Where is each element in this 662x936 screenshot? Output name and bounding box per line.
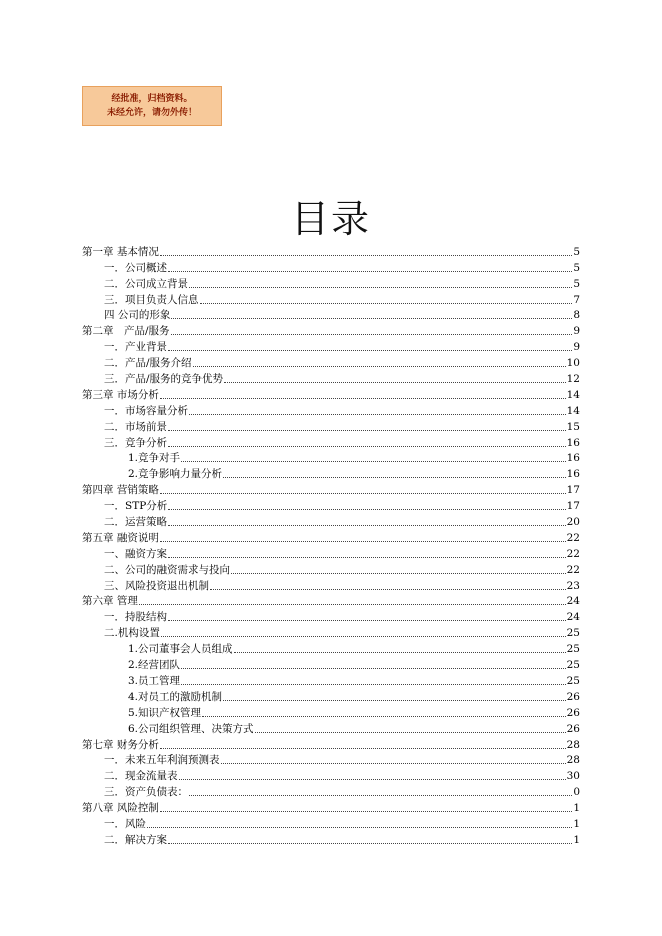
toc-entry-label: 一．市场容量分析 xyxy=(104,404,188,417)
toc-entry-label: 二．现金流量表 xyxy=(104,770,178,783)
toc-entry-label: 2.经营团队 xyxy=(128,659,181,672)
toc-page-number: 9 xyxy=(573,341,580,354)
toc-leader-dots xyxy=(160,397,566,399)
toc-leader-dots xyxy=(181,683,566,685)
toc-entry[interactable] xyxy=(82,703,580,719)
toc-entry-label: 一．未来五年利润预测表 xyxy=(104,754,220,767)
toc-page-number: 10 xyxy=(566,357,580,370)
toc-entry[interactable] xyxy=(82,782,580,798)
toc-entry-label: 二.机构设置 xyxy=(104,627,160,640)
toc-page-number: 0 xyxy=(573,786,580,799)
toc-page-number: 25 xyxy=(566,643,580,656)
toc-entry-label: 二．产品/服务介绍 xyxy=(104,357,192,370)
toc-entry[interactable] xyxy=(82,290,580,306)
toc-page-number: 5 xyxy=(573,245,580,258)
toc-page-number: 16 xyxy=(566,468,580,481)
toc-entry[interactable] xyxy=(82,671,580,687)
toc-leader-dots xyxy=(168,524,566,526)
toc-entry-label: 1.公司董事会人员组成 xyxy=(128,643,233,656)
toc-entry[interactable] xyxy=(82,369,580,385)
toc-entry-label: 第八章 风险控制 xyxy=(82,802,159,815)
toc-page-number: 20 xyxy=(566,516,580,529)
toc-entry[interactable] xyxy=(82,560,580,576)
toc-entry[interactable] xyxy=(82,449,580,465)
toc-leader-dots xyxy=(181,667,566,669)
toc-entry[interactable] xyxy=(82,464,580,480)
toc-leader-dots xyxy=(168,429,566,431)
confidential-notice xyxy=(82,86,222,126)
toc-leader-dots xyxy=(189,413,566,415)
toc-entry-label: 2.竞争影响力量分析 xyxy=(128,468,223,481)
toc-page-number: 17 xyxy=(566,484,580,497)
toc-page-number: 15 xyxy=(566,420,580,433)
toc-entry-label: 三．产品/服务的竞争优势 xyxy=(104,373,224,386)
toc-leader-dots xyxy=(168,842,572,844)
toc-page-number: 5 xyxy=(573,261,580,274)
toc-chapter-entry[interactable] xyxy=(82,528,580,544)
toc-entry-label: 二．解决方案 xyxy=(104,833,167,846)
toc-page-number: 28 xyxy=(566,738,580,751)
toc-chapter-entry[interactable] xyxy=(82,735,580,751)
toc-leader-dots xyxy=(221,762,566,764)
toc-page-number: 7 xyxy=(573,293,580,306)
toc-page-number: 9 xyxy=(573,325,580,338)
toc-page-number: 22 xyxy=(566,563,580,576)
toc-entry[interactable] xyxy=(82,401,580,417)
toc-leader-dots xyxy=(210,588,566,590)
toc-page-number: 1 xyxy=(573,802,580,815)
toc-entry-label: 一．STP分析 xyxy=(104,500,168,513)
toc-entry[interactable] xyxy=(82,306,580,322)
toc-entry-label: 5.知识产权管理 xyxy=(128,706,202,719)
toc-chapter-entry[interactable] xyxy=(82,242,580,258)
toc-entry-label: 三．资产负债表： xyxy=(104,786,188,799)
toc-page-number: 24 xyxy=(566,611,580,624)
toc-entry[interactable] xyxy=(82,544,580,560)
toc-entry[interactable] xyxy=(82,417,580,433)
toc-page-number: 1 xyxy=(573,817,580,830)
toc-page-number: 22 xyxy=(566,531,580,544)
toc-entry-label: 二．市场前景 xyxy=(104,420,167,433)
table-of-contents xyxy=(82,242,580,846)
toc-chapter-entry[interactable] xyxy=(82,592,580,608)
toc-entry[interactable] xyxy=(82,719,580,735)
toc-leader-dots xyxy=(168,556,566,558)
toc-entry[interactable] xyxy=(82,496,580,512)
notice-line-1: 经批准，归档资料。 xyxy=(111,94,193,104)
toc-chapter-entry[interactable] xyxy=(82,480,580,496)
toc-entry-label: 三．项目负责人信息 xyxy=(104,293,199,306)
toc-chapter-entry[interactable] xyxy=(82,321,580,337)
toc-entry-label: 四 公司的形象 xyxy=(104,309,171,322)
toc-leader-dots xyxy=(160,254,572,256)
toc-leader-dots xyxy=(224,381,566,383)
toc-entry[interactable] xyxy=(82,655,580,671)
toc-leader-dots xyxy=(179,778,566,780)
toc-page-number: 22 xyxy=(566,547,580,560)
toc-leader-dots xyxy=(181,460,566,462)
toc-leader-dots xyxy=(139,603,566,605)
toc-entry[interactable] xyxy=(82,751,580,767)
toc-entry-label: 3.员工管理 xyxy=(128,674,181,687)
toc-entry[interactable] xyxy=(82,433,580,449)
toc-leader-dots xyxy=(193,365,566,367)
toc-leader-dots xyxy=(231,572,566,574)
toc-page-number: 26 xyxy=(566,690,580,703)
toc-page-number: 14 xyxy=(566,388,580,401)
toc-entry[interactable] xyxy=(82,337,580,353)
toc-entry-label: 第六章 管理 xyxy=(82,595,138,608)
toc-leader-dots xyxy=(160,540,566,542)
toc-leader-dots xyxy=(255,731,566,733)
toc-entry-label: 第七章 财务分析 xyxy=(82,738,159,751)
toc-entry-label: 4.对员工的激励机制 xyxy=(128,690,223,703)
toc-leader-dots xyxy=(200,302,573,304)
toc-entry-label: 第五章 融资说明 xyxy=(82,531,159,544)
toc-chapter-entry[interactable] xyxy=(82,385,580,401)
toc-leader-dots xyxy=(189,286,572,288)
toc-leader-dots xyxy=(147,826,572,828)
toc-entry-label: 一、融资方案 xyxy=(104,547,167,560)
toc-entry-label: 二．公司成立背景 xyxy=(104,277,188,290)
toc-entry[interactable] xyxy=(82,687,580,703)
toc-page-number: 25 xyxy=(566,674,580,687)
toc-page-number: 8 xyxy=(573,309,580,322)
page-title: 目录 xyxy=(290,197,371,241)
toc-leader-dots xyxy=(223,476,566,478)
toc-leader-dots xyxy=(171,317,572,319)
toc-entry-label: 第四章 营销策略 xyxy=(82,484,159,497)
toc-entry[interactable] xyxy=(82,639,580,655)
toc-page-number: 12 xyxy=(566,373,580,386)
toc-entry-label: 一．公司概述 xyxy=(104,261,167,274)
toc-page-number: 17 xyxy=(566,500,580,513)
toc-leader-dots xyxy=(160,747,566,749)
toc-entry-label: 二．运营策略 xyxy=(104,516,167,529)
toc-leader-dots xyxy=(171,333,573,335)
toc-page-number: 5 xyxy=(573,277,580,290)
toc-entry[interactable] xyxy=(82,274,580,290)
toc-page-number: 14 xyxy=(566,404,580,417)
toc-entry-label: 一．持股结构 xyxy=(104,611,167,624)
toc-leader-dots xyxy=(168,508,565,510)
toc-entry[interactable] xyxy=(82,512,580,528)
toc-entry-label: 第一章 基本情况 xyxy=(82,245,159,258)
toc-page-number: 26 xyxy=(566,706,580,719)
toc-leader-dots xyxy=(223,699,566,701)
toc-entry-label: 三．竞争分析 xyxy=(104,436,167,449)
toc-page-number: 23 xyxy=(566,579,580,592)
toc-leader-dots xyxy=(168,270,572,272)
toc-leader-dots xyxy=(161,635,566,637)
toc-leader-dots xyxy=(234,651,566,653)
toc-entry-label: 二、公司的融资需求与投向 xyxy=(104,563,230,576)
toc-entry-label: 1.竞争对手 xyxy=(128,452,181,465)
toc-page-number: 25 xyxy=(566,659,580,672)
toc-page-number: 28 xyxy=(566,754,580,767)
toc-leader-dots xyxy=(189,794,572,796)
toc-entry-label: 第三章 市场分析 xyxy=(82,388,159,401)
toc-leader-dots xyxy=(168,349,572,351)
toc-entry-label: 一．产业背景 xyxy=(104,341,167,354)
toc-entry[interactable] xyxy=(82,607,580,623)
toc-page-number: 25 xyxy=(566,627,580,640)
toc-entry-label: 一．风险 xyxy=(104,817,146,830)
toc-leader-dots xyxy=(202,715,566,717)
toc-leader-dots xyxy=(168,619,566,621)
toc-entry[interactable] xyxy=(82,830,580,846)
toc-entry[interactable] xyxy=(82,766,580,782)
toc-page-number: 16 xyxy=(566,452,580,465)
toc-entry[interactable] xyxy=(82,576,580,592)
toc-page-number: 26 xyxy=(566,722,580,735)
toc-entry[interactable] xyxy=(82,353,580,369)
toc-entry[interactable] xyxy=(82,814,580,830)
toc-chapter-entry[interactable] xyxy=(82,798,580,814)
toc-page-number: 30 xyxy=(566,770,580,783)
toc-entry-label: 第二章 产品/服务 xyxy=(82,325,170,338)
toc-entry[interactable] xyxy=(82,258,580,274)
notice-line-2: 未经允许，请勿外传！ xyxy=(106,108,197,118)
toc-entry[interactable] xyxy=(82,623,580,639)
toc-leader-dots xyxy=(168,445,566,447)
toc-page-number: 1 xyxy=(573,833,580,846)
toc-leader-dots xyxy=(160,492,566,494)
toc-page-number: 16 xyxy=(566,436,580,449)
toc-leader-dots xyxy=(160,810,572,812)
toc-entry-label: 三、风险投资退出机制 xyxy=(104,579,209,592)
toc-page-number: 24 xyxy=(566,595,580,608)
toc-entry-label: 6.公司组织管理、决策方式 xyxy=(128,722,254,735)
